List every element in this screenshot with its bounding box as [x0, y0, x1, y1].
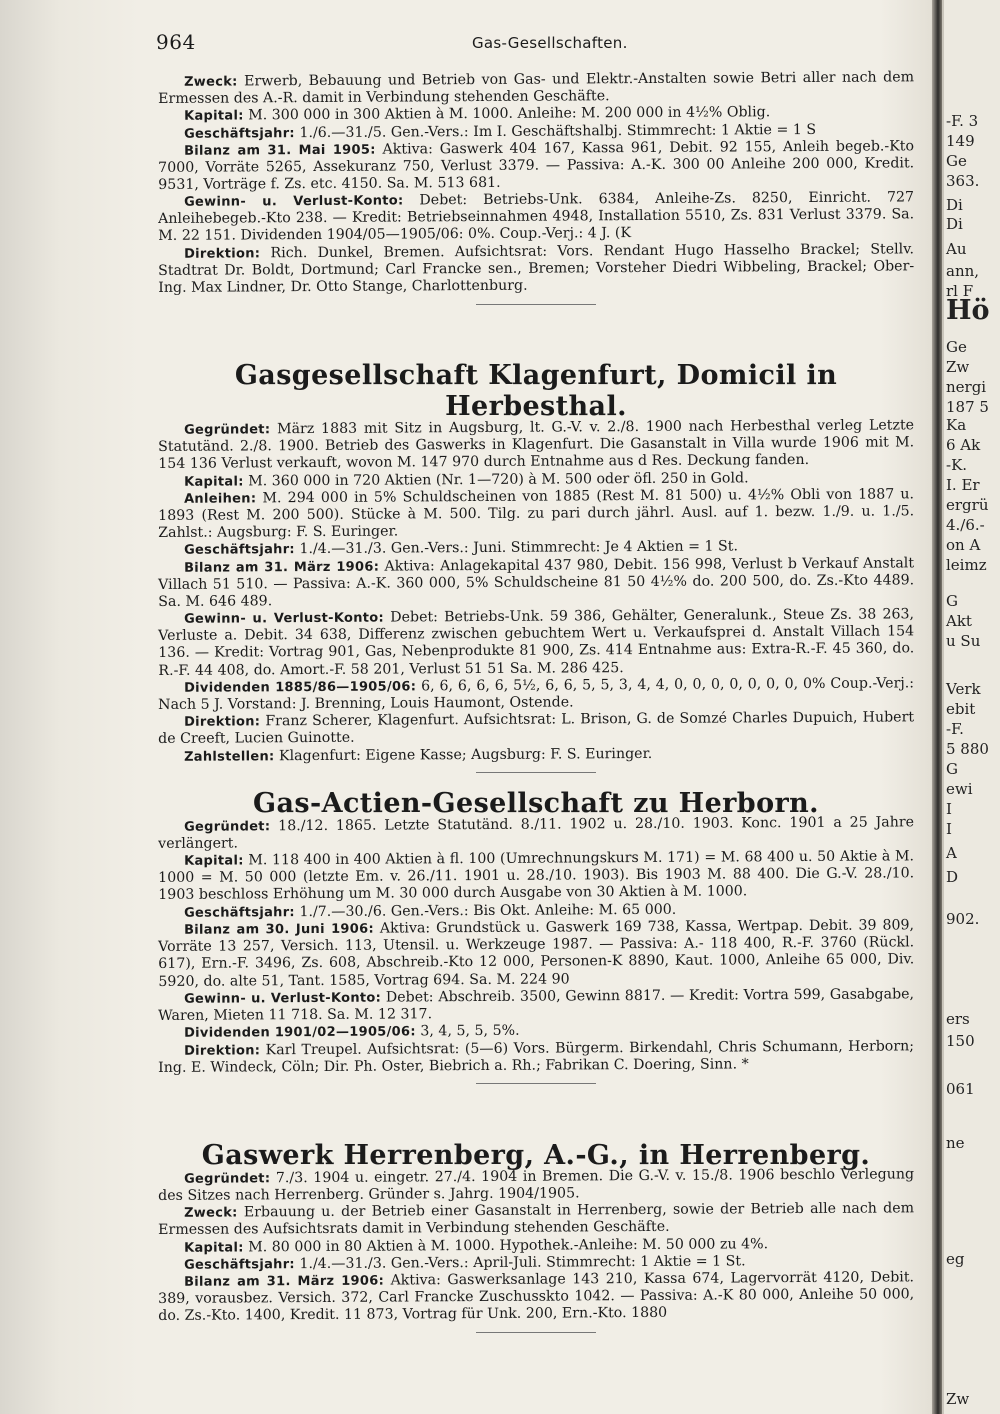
- facing-page-fragment: Ge: [946, 152, 967, 170]
- entry-paragraph: [150, 1166, 922, 1205]
- entry-paragraph: [150, 918, 922, 992]
- field-text: M. 360 000 in 720 Aktien (Nr. 1—720) à M. 500 oder öfl. 250 in Gold.: [243, 469, 749, 490]
- facing-page-fragment: 187 5: [946, 398, 989, 416]
- facing-page-fragment: on A: [946, 536, 981, 554]
- field-text: 18./12. 1865. Letzte Statutänd. 8./11. 1902 u. 28./10. 1903. Konc. 1901 a 25 Jahre verlängert.: [158, 814, 915, 853]
- entry-paragraph: [150, 744, 922, 766]
- facing-page-fragment: Ka: [946, 416, 967, 434]
- facing-page-fragment: Di: [946, 196, 963, 214]
- field-text: Aktiva: Gaswerksanlage 143 210, Kassa 674, Lagervorrät 4120, Debit. 389, vorausbez. Versich. 372, Carl Francke Zuschusskto 1042. — Passiva: A.-K 80 000, Anleihe 50 000, do. Zs.-Kto. 1400, Kredit. 11 873, Vortrag für Unk. 200, Ern.-Kto. 1880: [158, 1269, 915, 1325]
- field-label: Geschäftsjahr:: [184, 542, 295, 559]
- facing-page-fragment: ewi: [946, 780, 973, 798]
- entry-paragraph: [150, 190, 922, 246]
- facing-page-fragment: 5 880: [946, 740, 989, 758]
- facing-page-fragment: G: [946, 760, 958, 778]
- running-head: Gas-Gesellschaften.: [472, 34, 628, 52]
- entry-herrenberg: [150, 1140, 922, 1333]
- entry-paragraph: [150, 710, 922, 749]
- field-text: 1./4.—31./3. Gen.-Vers.: April-Juli. Stimmrecht: 1 Aktie = 1 St.: [294, 1253, 746, 1273]
- facing-page-fragment: Hö: [946, 295, 990, 326]
- facing-page-fragment: -F. 3: [946, 112, 979, 130]
- page-number: 964: [156, 30, 196, 54]
- field-label: Geschäftsjahr:: [184, 905, 295, 921]
- field-text: M. 294 000 in 5% Schuldscheinen von 1885 (Rest M. 81 500) u. 4½% Obli von 1887 u. 1893 (Rest M. 200 500). Stücke à M. 500. Tilg. zu pari durch jährl. Ausl. auf 1. bezw. 1./9. u. 1./5. Zahlst.: Augsburg: F. S. Euringer.: [158, 486, 915, 542]
- entry-herborn: [150, 788, 922, 1084]
- entry-paragraph: [150, 1201, 922, 1240]
- facing-page-fragment: nergi: [946, 378, 987, 396]
- field-text: Debet: Betriebs-Unk. 59 386, Gehälter, Generalunk., Steue Zs. 38 263, Verluste a. Debit. 34 638, Differenz zwischen gebuchtem Wert u. Verkaufsprei d. Anstalt Villach 154 136. — Kredit: Vortrag 901, Gas, Nebenprodukte 81 900, Zs. 414 Entnahme aus: Extra-R.-F. 45 360, do. R.-F. 44 408, do. Amort.-F. 58 201, Verlust 51 51 Sa. M. 286 425.: [158, 606, 915, 679]
- facing-page-edge: [944, 0, 1000, 1414]
- entry-paragraph: [150, 555, 922, 611]
- field-label: Direktion:: [184, 1042, 261, 1059]
- entry-paragraph: [150, 1270, 922, 1326]
- field-text: Franz Scherer, Klagenfurt. Aufsichtsrat: L. Brison, G. de Somzé Charles Dupuich, Hubert de Creeft, Lucien Guinotte.: [158, 709, 915, 748]
- field-text: Aktiva: Grundstück u. Gaswerk 169 738, Kassa, Wertpap. Debit. 39 809, Vorräte 13 257, Versich. 113, Utensil. u. Werkzeuge 1987. — Passiva: A.- 118 400, R.-F. 3760 (Rückl. 617), Ern.-F. 3496, Zs. 608, Abschreib.-Kto 12 000, Personen-K 8890, Kaut. 1000, Anleihe 65 000, Div. 5920, do. alte 51, Tant. 1585, Vortrag 694. Sa. M. 224 90: [158, 917, 915, 990]
- field-text: Erwerb, Bebauung und Betrieb von Gas- und Elektr.-Anstalten sowie Betri aller nach dem Ermessen des A.-R. damit in Verbindung stehenden Geschäfte.: [158, 69, 915, 108]
- facing-page-fragment: I: [946, 820, 952, 838]
- field-label: Zweck:: [184, 74, 238, 90]
- entry-paragraph: [150, 607, 922, 681]
- field-label: Bilanz am 31. März 1906:: [184, 559, 380, 576]
- field-label: Zweck:: [184, 1205, 238, 1222]
- facing-page-fragment: rl F: [946, 282, 974, 300]
- facing-page-fragment: ers: [946, 1010, 970, 1028]
- entry-separator: [476, 772, 596, 773]
- field-label: Direktion:: [184, 714, 261, 731]
- facing-page-fragment: Akt: [946, 612, 972, 630]
- facing-page-fragment: 061: [946, 1080, 975, 1098]
- field-text: 1./7.—30./6. Gen.-Vers.: Bis Okt. Anleihe: M. 65 000.: [294, 901, 677, 921]
- book-gutter: [932, 0, 942, 1414]
- facing-page-fragment: 4./6.-: [946, 516, 985, 534]
- entry-separator: [476, 1332, 596, 1333]
- entry-separator: [476, 1083, 596, 1084]
- field-text: Aktiva: Gaswerk 404 167, Kassa 961, Debit. 92 155, Anleih begeb.-Kto 7000, Vorräte 5265, Assekuranz 750, Verlust 3379. — Passiva: A.-K. 300 00 Anleihe 200 000, Kredit. 9531, Vorträge f. Zs. etc. 4150. Sa. M. 513 681.: [158, 138, 915, 194]
- facing-page-fragment: ebit: [946, 700, 976, 718]
- field-text: 1./4.—31./3. Gen.-Vers.: Juni. Stimmrecht: Je 4 Aktien = 1 St.: [294, 538, 739, 558]
- facing-page-fragment: 149: [946, 132, 975, 150]
- entry-separator: [476, 304, 596, 305]
- field-label: Bilanz am 31. März 1906:: [184, 1273, 385, 1291]
- facing-page-fragment: I. Er: [946, 476, 980, 494]
- field-label: Bilanz am 30. Juni 1906:: [184, 921, 374, 939]
- field-text: Klagenfurt: Eigene Kasse; Augsburg: F. S. Euringer.: [274, 745, 653, 765]
- facing-page-fragment: Au: [946, 240, 967, 258]
- field-text: M. 118 400 in 400 Aktien à fl. 100 (Umrechnungskurs M. 171) = M. 68 400 u. 50 Aktie à M. 1000 = M. 50 000 (letzte Em. v. 26./11. 1901 u. 28./10. 1903). Bis 1903 M. 88 400. Die G.-V. 28./10. 1903 beschloss Erhöhung um M. 30 000 durch Ausgabe von 30 Aktien à M. 1000.: [158, 848, 915, 904]
- facing-page-fragment: I: [946, 800, 952, 818]
- entry-continued: [150, 69, 922, 305]
- field-text: Karl Treupel. Aufsichtsrat: (5—6) Vors. Bürgerm. Birkendahl, Chris Schumann, Herborn; Ing. E. Windeck, Cöln; Dir. Ph. Oster, Biebrich a. Rh.; Fabrikan C. Doering, Sinn. *: [158, 1037, 915, 1076]
- field-text: M. 300 000 in 300 Aktien à M. 1000. Anleihe: M. 200 000 in 4½% Oblig.: [243, 104, 771, 124]
- facing-page-fragment: Zw: [946, 1390, 970, 1408]
- field-text: Debet: Betriebs-Unk. 6384, Anleihe-Zs. 8250, Einricht. 727 Anleihebegeb.-Kto 238. — Kredit: Betriebseinnahmen 4948, Installation 5510, Zs. 831 Verlust 3379. Sa. M. 22 151. Dividenden 1904/05—1905/06: 0%. Coup.-Verj.: 4 J. (K: [158, 189, 915, 245]
- field-label: Bilanz am 31. Mai 1905:: [184, 142, 376, 159]
- field-label: Direktion:: [184, 246, 261, 262]
- facing-page-fragment: 902.: [946, 910, 980, 928]
- field-text: Rich. Dunkel, Bremen. Aufsichtsrat: Vors. Rendant Hugo Hasselho Brackel; Stellv. Stadtrat Dr. Boldt, Dortmund; Carl Francke sen., Bremen; Vorsteher Diedri Wibbeling, Brackel; Ober-Ing. Max Lindner, Dr. Otto Stange, Charlottenburg.: [158, 241, 915, 297]
- field-text: 7./3. 1904 u. eingetr. 27./4. 1904 in Bremen. Die G.-V. v. 15./8. 1906 beschlo Verlegung des Sitzes nach Herrenberg. Gründer s. Jahrg. 1904/1905.: [158, 1166, 915, 1205]
- field-text: 1./6.—31./5. Gen.-Vers.: Im I. Geschäftshalbj. Stimmrecht: 1 Aktie = 1 S: [294, 121, 817, 141]
- entry-title: Gas-Actien-Gesellschaft zu Herborn.: [253, 788, 819, 819]
- entry-paragraph: [150, 69, 922, 108]
- facing-page-fragment: ergrü: [946, 496, 989, 514]
- entry-paragraph: [150, 138, 922, 194]
- field-text: Erbauung u. der Betrieb einer Gasanstalt in Herrenberg, sowie der Betrieb alle nach dem Ermessen des Aufsichtsrats damit in Verbindung stehenden Geschäfte.: [158, 1200, 915, 1239]
- facing-page-fragment: Di: [946, 215, 963, 233]
- facing-page-fragment: A: [946, 844, 957, 862]
- field-label: Dividenden 1901/02—1905/06:: [184, 1024, 416, 1042]
- entry-title: Gaswerk Herrenberg, A.-G., in Herrenberg.: [201, 1140, 871, 1171]
- field-label: Kapital:: [184, 853, 244, 870]
- field-label: Gewinn- u. Verlust-Konto:: [184, 193, 404, 211]
- facing-page-fragment: -K.: [946, 456, 968, 474]
- field-label: Anleihen:: [184, 491, 257, 507]
- field-text: Aktiva: Anlagekapital 437 980, Debit. 156 998, Verlust b Verkauf Anstalt Villach 51 510. — Passiva: A.-K. 360 000, 5% Schuldscheine 81 50 4½% do. 200 500, do. Zs.-Kto 4489. Sa. M. 646 489.: [158, 554, 915, 610]
- facing-page-fragment: D: [946, 868, 959, 886]
- field-label: Gegründet:: [184, 819, 271, 835]
- entry-title: Gasgesellschaft Klagenfurt, Domicil in Herbesthal.: [234, 360, 838, 422]
- field-label: Geschäftsjahr:: [184, 125, 295, 142]
- facing-page-fragment: Verk: [946, 680, 981, 698]
- field-label: Kapital:: [184, 108, 244, 125]
- field-text: 3, 4, 5, 5, 5%.: [415, 1023, 520, 1040]
- field-text: 6, 6, 6, 6, 6, 5½, 6, 6, 5, 5, 3, 4, 4, 0, 0, 0, 0, 0, 0, 0, 0% Coup.-Verj.: Nach 5 J. Vorstand: J. Brenning, Louis Haumont, Ostende.: [158, 675, 915, 714]
- field-text: März 1883 mit Sitz in Augsburg, lt. G.-V. v. 2./8. 1900 nach Herbesthal verleg Letzte Statutänd. 2./8. 1900. Betrieb des Gaswerks in Klagenfurt. Die Gasanstalt in Villa wurde 1906 mit M. 154 136 Verlust verkauft, wovon M. 147 970 durch Entnahme aus d Res. Deckung fanden.: [158, 417, 915, 473]
- entry-paragraph: [150, 241, 922, 297]
- facing-page-fragment: G: [946, 592, 958, 610]
- entry-paragraph: [150, 849, 922, 905]
- field-label: Gewinn- u. Verlust-Konto:: [184, 610, 385, 628]
- field-label: Zahlstellen:: [184, 749, 275, 765]
- facing-page-fragment: Ge: [946, 338, 967, 356]
- field-label: Gegründet:: [184, 422, 271, 438]
- facing-page-fragment: u Su: [946, 632, 981, 650]
- field-label: Gegründet:: [184, 1171, 271, 1187]
- field-label: Kapital:: [184, 1240, 244, 1256]
- facing-page-fragment: leimz: [946, 556, 987, 574]
- entry-paragraph: [150, 986, 922, 1025]
- entry-paragraph: [150, 1038, 922, 1077]
- text-column: [150, 28, 922, 1408]
- entry-paragraph: [150, 486, 922, 542]
- field-text: Debet: Abschreib. 3500, Gewinn 8817. — Kredit: Vortra 599, Gasabgabe, Waren, Mieten 11 718. Sa. M. 12 317.: [158, 986, 915, 1025]
- field-label: Geschäftsjahr:: [184, 1257, 295, 1273]
- facing-page-fragment: eg: [946, 1250, 965, 1268]
- facing-page-fragment: 363.: [946, 172, 980, 190]
- entry-paragraph: [150, 417, 922, 473]
- facing-page-fragment: 6 Ak: [946, 436, 981, 454]
- facing-page-fragment: ne: [946, 1134, 965, 1152]
- entry-paragraph: [150, 814, 922, 853]
- field-text: M. 80 000 in 80 Aktien à M. 1000. Hypothek.-Anleihe: M. 50 000 zu 4%.: [243, 1236, 769, 1256]
- facing-page-fragment: 150: [946, 1032, 975, 1050]
- field-label: Gewinn- u. Verlust-Konto:: [184, 990, 382, 1007]
- facing-page-fragment: -F.: [946, 720, 964, 738]
- entry-paragraph: [150, 675, 922, 714]
- facing-page-fragment: ann,: [946, 262, 980, 280]
- field-label: Kapital:: [184, 474, 244, 490]
- entry-klagenfurt: [150, 360, 922, 773]
- facing-page-fragment: Zw: [946, 358, 970, 376]
- page-header: [150, 28, 922, 56]
- field-label: Dividenden 1885/86—1905/06:: [184, 679, 417, 696]
